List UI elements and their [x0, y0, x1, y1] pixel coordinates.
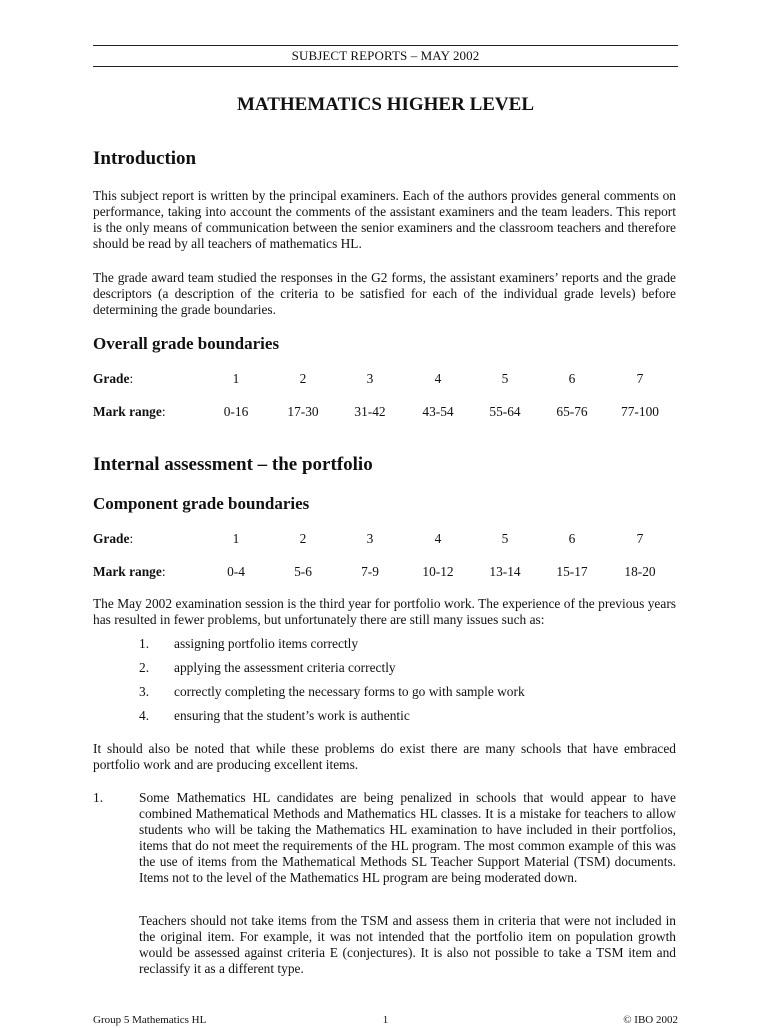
- overall-mark-cell: 43-54: [422, 404, 454, 419]
- list-item-text: assigning portfolio items correctly: [174, 636, 359, 651]
- running-header: SUBJECT REPORTS – MAY 2002: [291, 48, 480, 63]
- overall-mark-cell: 0-16: [223, 404, 249, 419]
- overall-grade-cell: 1: [232, 371, 240, 386]
- document-title: MATHEMATICS HIGHER LEVEL: [236, 94, 534, 115]
- component-grade-cell: 6: [568, 531, 576, 546]
- component-mark-cell: 18-20: [624, 564, 656, 579]
- introduction-paragraph-1: This subject report is written by the principal examiners. Each of the authors provides general comments on performance, taking into account the comments of the assistant examiners and the team leaders. This report is the only means of communication between the senior examiners and the classroom teachers and therefore should be read by all teachers of mathematics HL.: [93, 188, 676, 251]
- list-item-text: correctly completing the necessary forms to go with sample work: [174, 684, 525, 699]
- footer-right: © IBO 2002: [623, 1014, 678, 1026]
- overall-mark-cell: 65-76: [556, 404, 588, 419]
- overall-mark-cell: 31-42: [354, 404, 386, 419]
- overall-mark-cell: 55-64: [489, 404, 521, 419]
- component-grade-cell: 3: [366, 531, 374, 546]
- header-rule-top: [93, 45, 678, 46]
- introduction-paragraph-2: The grade award team studied the responses in the G2 forms, the assistant examiners’ reports and the grade descriptors (a description of the criteria to be satisfied for each of the individual grade levels) before determining the grade boundaries.: [93, 270, 676, 317]
- component-mark-label: Mark range:: [93, 564, 166, 579]
- list-item-text: ensuring that the student’s work is authentic: [174, 708, 410, 723]
- component-grade-row: [93, 531, 678, 549]
- component-mark-row: [93, 564, 678, 582]
- introduction-heading: Introduction: [93, 148, 197, 169]
- list-item-number: 1.: [139, 636, 150, 651]
- portfolio-paragraph-1: The May 2002 examination session is the third year for portfolio work. The experience of the previous years has resulted in fewer problems, but unfortunately there are still many issues such as:: [93, 596, 676, 627]
- page-footer: [93, 1014, 678, 1028]
- overall-grade-cell: 2: [299, 371, 307, 386]
- component-boundaries-heading: Component grade boundaries: [93, 494, 310, 513]
- component-mark-cell: 10-12: [422, 564, 454, 579]
- numbered-point-number: 1.: [93, 790, 104, 805]
- component-mark-cell: 13-14: [489, 564, 521, 579]
- internal-assessment-heading: Internal assessment – the portfolio: [93, 454, 373, 475]
- overall-grade-row: [93, 371, 678, 389]
- list-item-number: 4.: [139, 708, 150, 723]
- header-rule-bottom: [93, 66, 678, 67]
- footer-left: Group 5 Mathematics HL: [93, 1014, 207, 1026]
- overall-grade-cell: 6: [568, 371, 576, 386]
- component-mark-cell: 15-17: [556, 564, 588, 579]
- overall-mark-cell: 77-100: [621, 404, 659, 419]
- numbered-point-text-a: Some Mathematics HL candidates are being penalized in schools that would appear to have combined Mathematical Methods and Mathematics HL classes. It is a mistake for teachers to allow students who will be taking the Mathematics HL examination to have included in their portfolios, items that do not meet the requirements of the HL program. The most common example of this was the use of items from the Mathematical Methods SL Teacher Support Material (TSM) documents. Items not to the level of the Mathematics HL program are being moderated down.: [139, 790, 676, 885]
- component-grade-cell: 2: [299, 531, 307, 546]
- component-grade-cell: 7: [636, 531, 644, 546]
- overall-grade-cell: 7: [636, 371, 644, 386]
- component-grade-cell: 1: [232, 531, 240, 546]
- component-grade-cell: 4: [434, 531, 442, 546]
- overall-boundaries-heading: Overall grade boundaries: [93, 334, 280, 353]
- overall-grade-cell: 5: [501, 371, 509, 386]
- overall-grade-cell: 3: [366, 371, 374, 386]
- overall-grade-label: Grade:: [93, 371, 134, 386]
- numbered-point-text-b: Teachers should not take items from the TSM and assess them in criteria that were not included in the original item. For example, it was not intended that the portfolio item on population growth would be assessed against criteria E (conjectures). It is also not possible to take a TSM item and reclassify it as a different type.: [139, 913, 676, 976]
- component-grade-cell: 5: [501, 531, 509, 546]
- component-mark-cell: 5-6: [294, 564, 312, 579]
- component-mark-cell: 0-4: [227, 564, 245, 579]
- component-mark-cell: 7-9: [361, 564, 379, 579]
- list-item-text: applying the assessment criteria correctly: [174, 660, 396, 675]
- overall-mark-label: Mark range:: [93, 404, 166, 419]
- overall-mark-row: [93, 404, 678, 422]
- portfolio-paragraph-2: It should also be noted that while these problems do exist there are many schools that have embraced portfolio work and are producing excellent items.: [93, 741, 676, 772]
- list-item-number: 2.: [139, 660, 150, 675]
- component-grade-label: Grade:: [93, 531, 134, 546]
- footer-page-number: 1: [382, 1014, 389, 1026]
- list-item-number: 3.: [139, 684, 150, 699]
- overall-mark-cell: 17-30: [287, 404, 319, 419]
- overall-grade-cell: 4: [434, 371, 442, 386]
